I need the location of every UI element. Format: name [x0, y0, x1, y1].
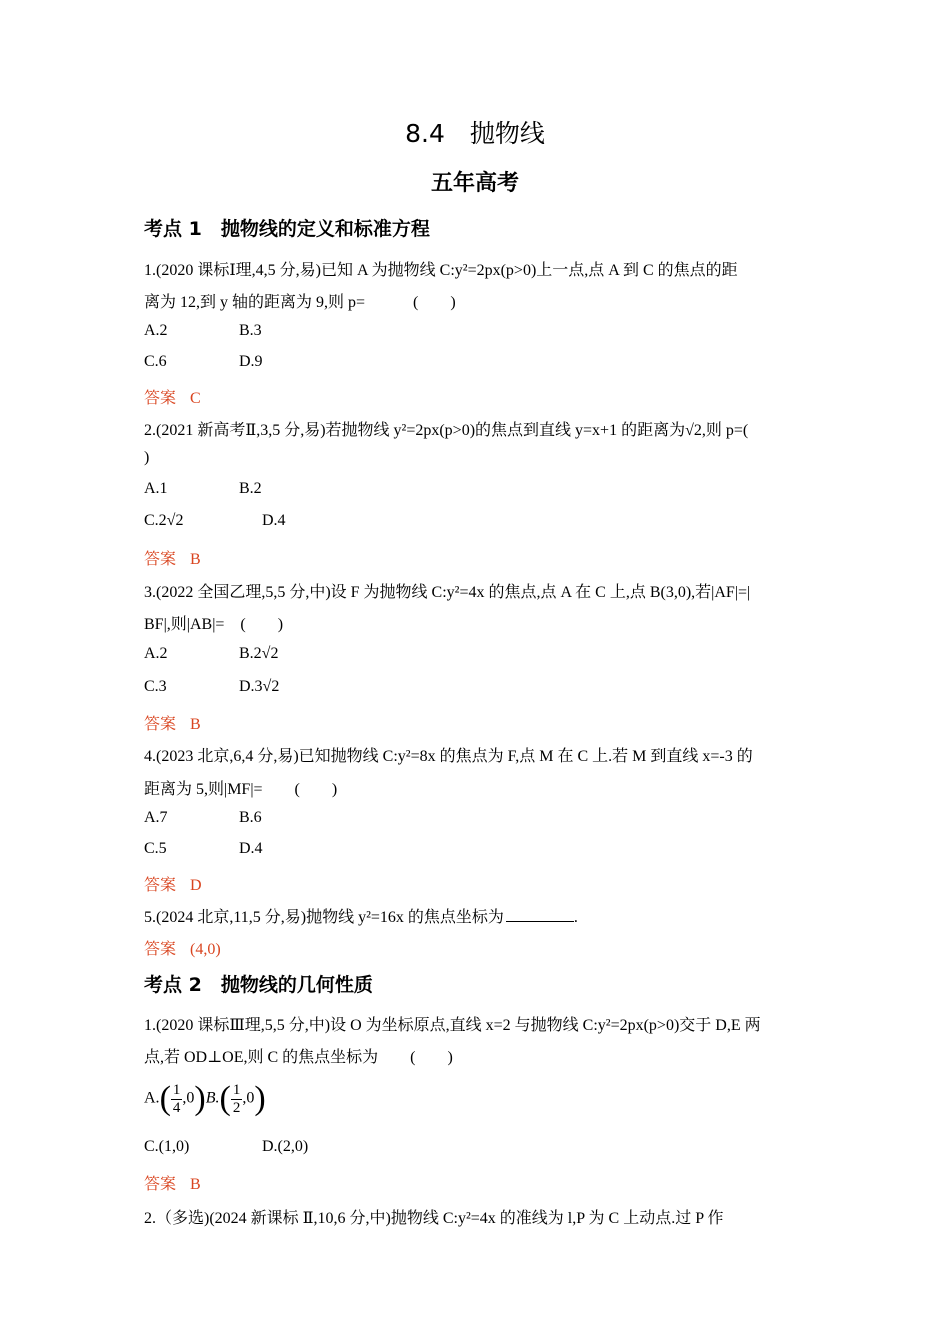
option-a: A.7 — [144, 809, 168, 826]
option-d: D.9 — [239, 353, 263, 370]
answer-label: 答案 — [144, 1174, 177, 1193]
option-b: B.6 — [239, 809, 262, 826]
section-heading-1: 考点 1 抛物线的定义和标准方程 — [144, 218, 430, 240]
section-heading-2: 考点 2 抛物线的几何性质 — [144, 974, 373, 996]
fraction: $\frac{1}{4}$ — [172, 1081, 181, 1116]
fill-blank — [506, 907, 574, 922]
question-line: 点,若 OD⊥OE,则 C 的焦点坐标为 ( ) — [144, 1049, 453, 1066]
answer-value: D — [190, 877, 202, 894]
option-d: D.(2,0) — [262, 1138, 309, 1155]
option-d: D.4 — [262, 512, 286, 529]
option-c: C.6 — [144, 353, 167, 370]
option-b: B.2 — [239, 480, 262, 497]
answer-label: 答案 — [144, 549, 177, 568]
question-line: ) — [144, 449, 150, 466]
fraction-options: A.( $\frac{1}{4}$ ,0)B.( $\frac{1}{2}$ ,0) — [144, 1080, 266, 1117]
question-line: 距离为 5,则|MF|= ( ) — [144, 781, 338, 798]
answer-label: 答案 — [144, 875, 177, 894]
answer-value: B — [190, 716, 201, 733]
answer-label: 答案 — [144, 388, 177, 407]
answer-label: 答案 — [144, 939, 177, 958]
answer-value: B — [190, 551, 201, 568]
fraction: $\frac{1}{2}$ — [232, 1081, 241, 1116]
option-a: A.2 — [144, 645, 168, 662]
option-b: B.2√2 — [239, 645, 279, 662]
option-a: A.2 — [144, 322, 168, 339]
answer-line — [144, 546, 201, 569]
answer-label: 答案 — [144, 714, 177, 733]
option-c: C.3 — [144, 678, 167, 695]
answer-line — [144, 936, 221, 959]
question-line: 5.(2024 北京,11,5 分,易)抛物线 y²=16x 的焦点坐标为 . — [144, 909, 578, 926]
answer-line — [144, 1171, 201, 1194]
page-title: 8.4 抛物线 — [405, 119, 545, 148]
question-line: 2.(2021 新高考Ⅱ,3,5 分,易)若抛物线 y²=2px(p>0)的焦点到直线 y=x+1 的距离为√2,则 p=( — [144, 422, 749, 439]
question-line: 离为 12,到 y 轴的距离为 9,则 p= ( ) — [144, 294, 456, 311]
page-subtitle: 五年高考 — [430, 171, 519, 196]
answer-value: (4,0) — [190, 941, 221, 958]
question-line: 1.(2020 课标Ⅲ理,5,5 分,中)设 O 为坐标原点,直线 x=2 与抛物线 C:y²=2px(p>0)交于 D,E 两 — [144, 1017, 761, 1034]
question-line: BF|,则|AB|= ( ) — [144, 616, 284, 633]
answer-line — [144, 385, 201, 408]
answer-value: C — [190, 390, 201, 407]
option-b: B.3 — [239, 322, 262, 339]
option-d: D.3√2 — [239, 678, 280, 695]
question-line: 2.（多选)(2024 新课标 Ⅱ,10,6 分,中)抛物线 C:y²=4x 的准线为 l,P 为 C 上动点.过 P 作 — [144, 1210, 724, 1227]
option-c: C.(1,0) — [144, 1138, 190, 1155]
answer-line — [144, 711, 201, 734]
question-line: 3.(2022 全国乙理,5,5 分,中)设 F 为抛物线 C:y²=4x 的焦点,点 A 在 C 上,点 B(3,0),若|AF|=| — [144, 584, 751, 601]
question-line: 4.(2023 北京,6,4 分,易)已知抛物线 C:y²=8x 的焦点为 F,点 M 在 C 上.若 M 到直线 x=-3 的 — [144, 748, 753, 765]
option-a: A.1 — [144, 480, 168, 497]
option-d: D.4 — [239, 840, 263, 857]
option-c: C.5 — [144, 840, 167, 857]
answer-line — [144, 872, 202, 895]
option-c: C.2√2 — [144, 512, 184, 529]
question-line: 1.(2020 课标Ⅰ理,4,5 分,易)已知 A 为抛物线 C:y²=2px(p>0)上一点,点 A 到 C 的焦点的距 — [144, 262, 738, 279]
answer-value: B — [190, 1176, 201, 1193]
